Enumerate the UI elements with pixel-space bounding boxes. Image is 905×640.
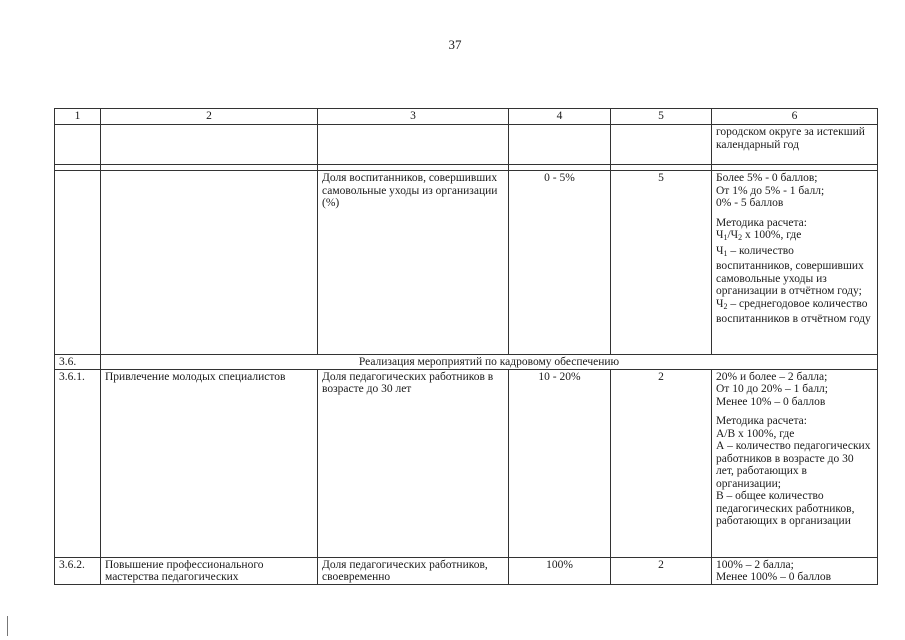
cell-empty bbox=[101, 125, 318, 165]
section-number: 3.6. bbox=[55, 355, 101, 370]
target-value: 100% bbox=[509, 557, 611, 584]
header-col-6: 6 bbox=[712, 109, 878, 125]
cell-empty bbox=[611, 125, 712, 165]
header-col-4: 4 bbox=[509, 109, 611, 125]
method-definition: $Ч_2$ – среднегодовое количество воспитанников в отчётном году bbox=[716, 297, 871, 325]
max-score: 2 bbox=[611, 369, 712, 557]
target-value: 0 - 5% bbox=[509, 171, 611, 355]
continued-method-text: городском округе за истекший календарный год bbox=[712, 125, 878, 165]
method-definition: В – общее количество педагогических работников, работающих в организации bbox=[716, 490, 855, 527]
header-col-2: 2 bbox=[101, 109, 318, 125]
section-title: Реализация мероприятий по кадровому обеспечению bbox=[101, 355, 878, 370]
header-col-1: 1 bbox=[55, 109, 101, 125]
indicator-text: Доля педагогических работников, своевременно bbox=[318, 557, 509, 584]
score-line: 0% - 5 баллов bbox=[716, 197, 784, 209]
criteria-table bbox=[54, 108, 878, 585]
header-col-5: 5 bbox=[611, 109, 712, 125]
max-score: 2 bbox=[611, 557, 712, 584]
cell-empty bbox=[101, 171, 318, 355]
cell-empty bbox=[55, 125, 101, 165]
score-line: Менее 100% – 0 баллов bbox=[716, 571, 832, 583]
indicator-text: Доля воспитанников, совершивших самовольные уходы из организации (%) bbox=[318, 171, 509, 355]
table-header-row bbox=[55, 109, 878, 125]
scoring-cell bbox=[712, 171, 878, 355]
method-formula: $Ч_1/Ч_2$ х 100%, где bbox=[716, 229, 802, 242]
row-number: 3.6.1. bbox=[55, 369, 101, 557]
table-row-3-6-1 bbox=[55, 369, 878, 557]
row-number: 3.6.2. bbox=[55, 557, 101, 584]
indicator-text: Доля педагогических работников в возрасте до 30 лет bbox=[318, 369, 509, 557]
header-col-3: 3 bbox=[318, 109, 509, 125]
section-row-3-6 bbox=[55, 355, 878, 370]
score-line: От 10 до 20% – 1 балл; bbox=[716, 383, 828, 395]
method-definition: $Ч_1$ – количество воспитанников, совершивших самовольные уходы из организации в отчётном году; bbox=[716, 244, 864, 297]
cell-empty bbox=[55, 171, 101, 355]
cell-empty bbox=[318, 125, 509, 165]
table-row-3-6-2 bbox=[55, 557, 878, 584]
method-title: Методика расчета: bbox=[716, 415, 807, 427]
cell-empty bbox=[509, 125, 611, 165]
scoring-cell bbox=[712, 557, 878, 584]
margin-mark bbox=[7, 616, 8, 636]
table-row-continued bbox=[55, 125, 878, 165]
method-definition: А – количество педагогических работников в возрасте до 30 лет, работающих в организации; bbox=[716, 440, 871, 490]
activity-text: Привлечение молодых специалистов bbox=[101, 369, 318, 557]
score-line: От 1% до 5% - 1 балл; bbox=[716, 184, 825, 197]
score-line: 20% и более – 2 балла; bbox=[716, 370, 828, 383]
activity-text: Повышение профессионального мастерства педагогических bbox=[101, 557, 318, 584]
method-formula: А/В х 100%, где bbox=[716, 427, 795, 440]
score-line: 100% – 2 балла; bbox=[716, 558, 794, 571]
page-number: 37 bbox=[448, 37, 462, 52]
score-line: Более 5% - 0 баллов; bbox=[716, 172, 818, 184]
score-line: Менее 10% – 0 баллов bbox=[716, 395, 826, 408]
target-value: 10 - 20% bbox=[509, 369, 611, 557]
max-score: 5 bbox=[611, 171, 712, 355]
table-row-runaway bbox=[55, 171, 878, 355]
scoring-cell bbox=[712, 369, 878, 557]
method-title: Методика расчета: bbox=[716, 216, 807, 229]
